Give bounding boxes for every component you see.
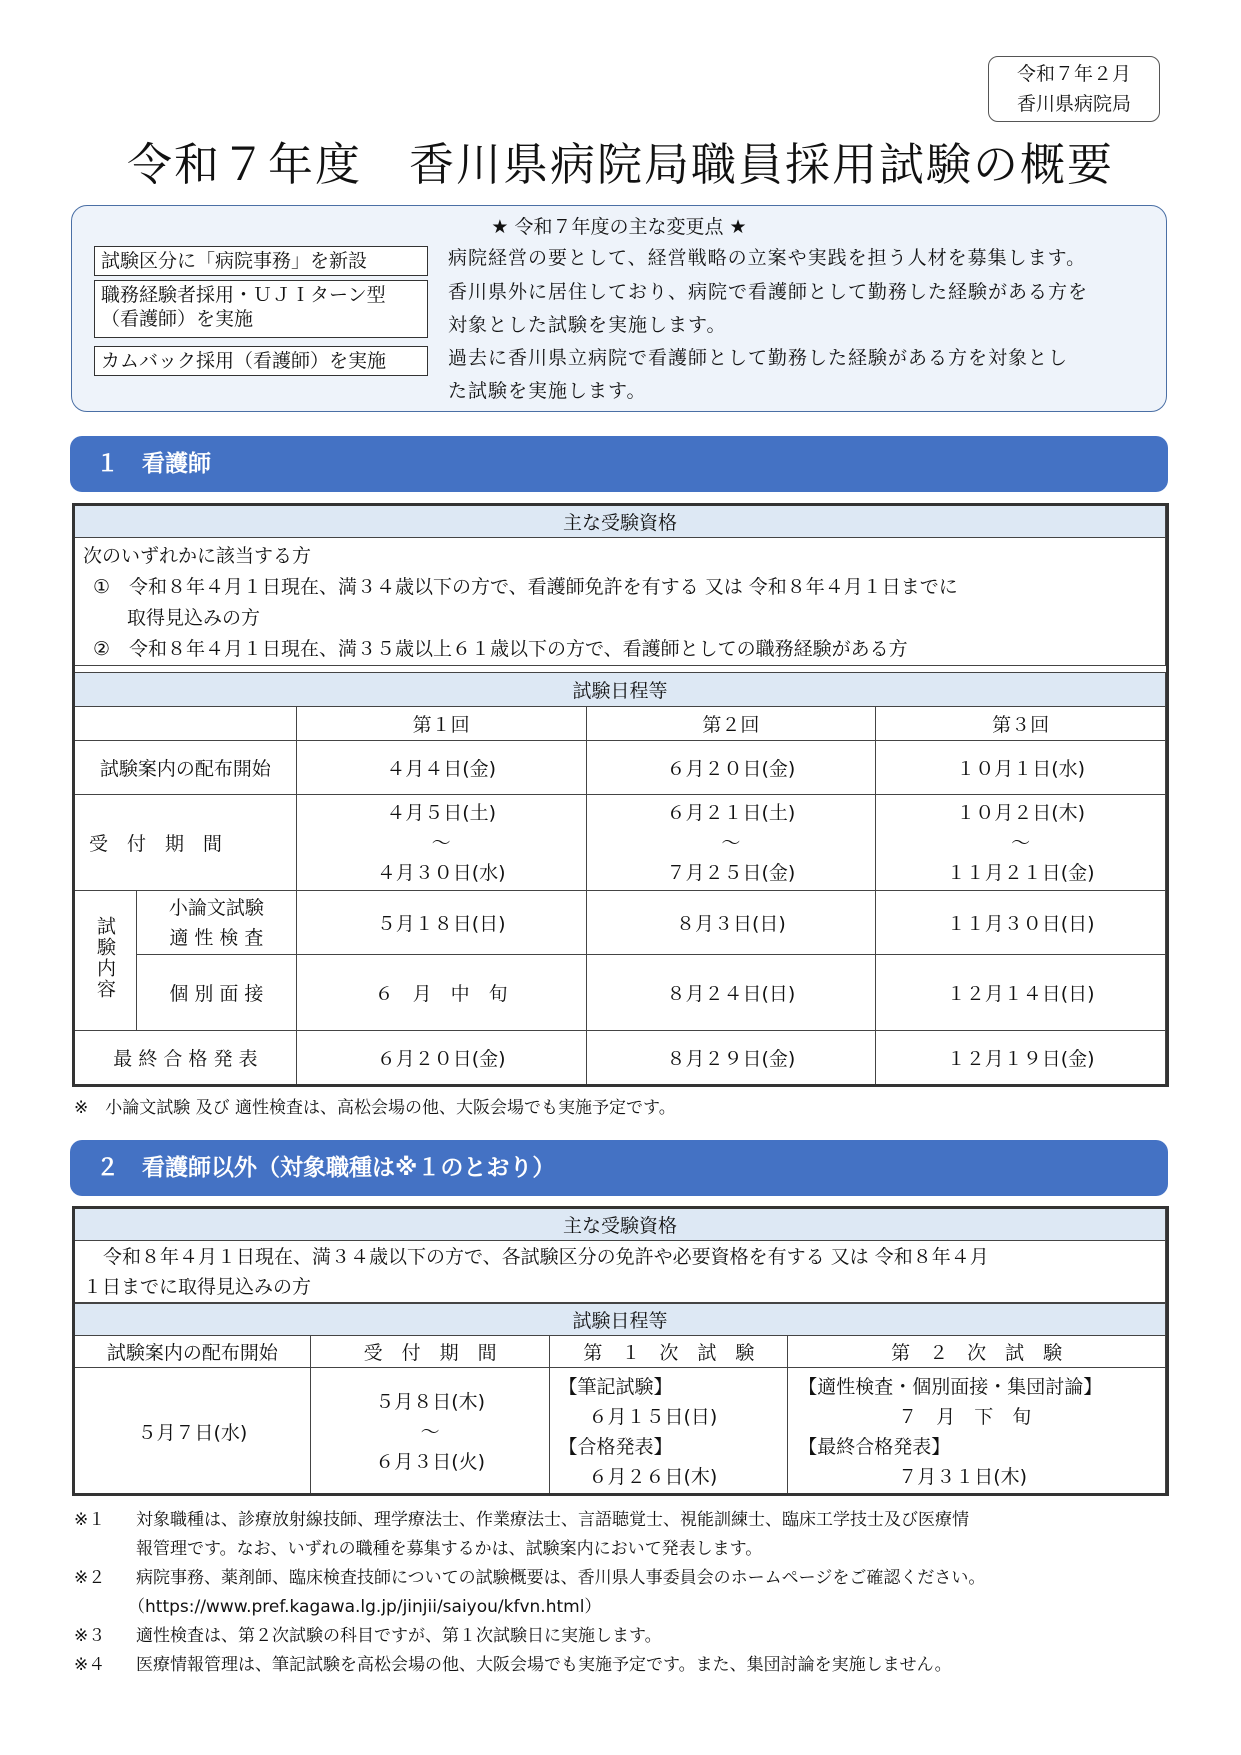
footnotes xyxy=(74,1506,1174,1680)
section1-qual-item-1-cont: 取得見込みの方 xyxy=(127,607,261,629)
section2-qual-line-2: １日までに取得見込みの方 xyxy=(83,1275,312,1298)
change-desc-1: 病院経営の要として、経営戦略の立案や実践を担う人材を募集します。 xyxy=(448,247,1087,269)
section1-qual-table xyxy=(74,505,1166,666)
interview-label: 個 別 面 接 xyxy=(136,955,296,1031)
section1-schedule-header: 試験日程等 xyxy=(75,673,1166,707)
distribution-3: １０月１日(水) xyxy=(876,741,1166,795)
interview-2: ８月２４日(日) xyxy=(586,955,876,1031)
col-distribution: 試験案内の配布開始 xyxy=(75,1336,311,1368)
section2-qual-table xyxy=(74,1208,1166,1303)
reception-1: ４月５日(土) ～ ４月３０日(水) xyxy=(296,795,586,891)
final-2: ８月２９日(金) xyxy=(586,1031,876,1085)
distribution-1: ４月４日(金) xyxy=(296,741,586,795)
section1-qual-body xyxy=(75,538,1166,666)
reception-3: １０月２日(木) ～ １１月２１日(金) xyxy=(876,795,1166,891)
round-header-blank xyxy=(75,707,297,741)
section2-title: ２ 看護師以外（対象職種は※１のとおり） xyxy=(70,1140,1168,1196)
issuer: 香川県病院局 xyxy=(1016,93,1131,115)
final-1: ６月２０日(金) xyxy=(296,1031,586,1085)
section2-schedule-header: 試験日程等 xyxy=(75,1304,1166,1336)
section1-qual-item-2: ② 令和８年４月１日現在、満３５歳以上６１歳以下の方で、看護師としての職務経験がある方 xyxy=(93,638,908,660)
section2-qual-line-1: 令和８年４月１日現在、満３４歳以下の方で、各試験区分の免許や必要資格を有する 又は 令和８年４月 xyxy=(103,1245,989,1268)
final-3: １２月１９日(金) xyxy=(876,1031,1166,1085)
section2-qual-header: 主な受験資格 xyxy=(75,1209,1166,1241)
essay-3: １１月３０日(日) xyxy=(876,891,1166,955)
change-desc-3: 過去に香川県立病院で看護師として勤務した経験がある方を対象とし た試験を実施します。 xyxy=(448,347,1069,402)
issue-date-box xyxy=(988,56,1160,122)
col-reception: 受 付 期 間 xyxy=(310,1336,550,1368)
interview-1: ６ 月 中 旬 xyxy=(296,955,586,1031)
final-label: 最 終 合 格 発 表 xyxy=(75,1031,297,1085)
change-label-2: 職務経験者採用・ＵＪＩターン型（看護師）を実施 xyxy=(94,280,428,338)
round-1: 第１回 xyxy=(296,707,586,741)
section2-schedule-table xyxy=(74,1303,1166,1496)
change-desc-2: 香川県外に居住しており、病院で看護師として勤務した経験がある方を 対象とした試験を実施します。 xyxy=(448,281,1089,336)
essay-2: ８月３日(日) xyxy=(586,891,876,955)
change-label-3: カムバック採用（看護師）を実施 xyxy=(94,346,428,376)
changes-heading: ★ 令和７年度の主な変更点 ★ xyxy=(491,216,747,238)
changes-box xyxy=(71,205,1167,412)
reception-2: ６月２１日(土) ～ ７月２５日(金) xyxy=(586,795,876,891)
distribution-label: 試験案内の配布開始 xyxy=(75,741,297,795)
page-title: 令和７年度 香川県病院局職員採用試験の概要 xyxy=(126,138,1114,191)
distribution-2: ６月２０日(金) xyxy=(586,741,876,795)
section1-qual-item-1: ① 令和８年４月１日現在、満３４歳以下の方で、看護師免許を有する 又は 令和８年４月１日までに xyxy=(93,576,958,598)
footnote-2: ※２ 病院事務、薬剤師、臨床検査技師についての試験概要は、香川県人事委員会のホームページをご確認ください。 （https://www.pref.kagawa.lg.jp/jinjii/saiyou/kfvn.html） xyxy=(74,1568,986,1617)
s2-reception: ５月８日(木) ～ ６月３日(火) xyxy=(310,1368,550,1496)
s2-first-exam: 【筆記試験】 ６月１５日(日) 【合格発表】 ６月２６日(木) xyxy=(550,1368,788,1496)
reception-label: 受 付 期 間 xyxy=(75,795,297,891)
section1-title: １ 看護師 xyxy=(70,436,1168,492)
essay-label: 小論文試験 適 性 検 査 xyxy=(136,891,296,955)
col-second-exam: 第 ２ 次 試 験 xyxy=(788,1336,1166,1368)
exam-content-group: 試験内容 xyxy=(75,891,137,1031)
round-3: 第３回 xyxy=(876,707,1166,741)
section1-qual-lead: 次のいずれかに該当する方 xyxy=(83,545,312,567)
essay-1: ５月１８日(日) xyxy=(296,891,586,955)
footnote-3: ※３ 適性検査は、第２次試験の科目ですが、第１次試験日に実施します。 xyxy=(74,1626,662,1646)
section1-schedule-table xyxy=(74,672,1166,1085)
issue-date: 令和７年２月 xyxy=(1016,63,1131,85)
interview-3: １２月１４日(日) xyxy=(876,955,1166,1031)
section2-qual-body xyxy=(75,1241,1166,1303)
section1-note: ※ 小論文試験 及び 適性検査は、高松会場の他、大阪会場でも実施予定です。 xyxy=(74,1098,676,1118)
footnote-1: ※１ 対象職種は、診療放射線技師、理学療法士、作業療法士、言語聴覚士、視能訓練士、臨床工学技士及び医療情 報管理です。なお、いずれの職種を募集するかは、試験案内において発表します。 xyxy=(74,1510,969,1559)
round-2: 第２回 xyxy=(586,707,876,741)
s2-second-exam: 【適性検査・個別面接・集団討論】 ７ 月 下 旬 【最終合格発表】 ７月３１日(木) xyxy=(788,1368,1166,1496)
footnote-4: ※４ 医療情報管理は、筆記試験を高松会場の他、大阪会場でも実施予定です。また、集団討論を実施しません。 xyxy=(74,1655,952,1675)
s2-distribution: ５月７日(水) xyxy=(75,1368,311,1496)
change-label-1: 試験区分に「病院事務」を新設 xyxy=(94,246,428,276)
col-first-exam: 第 １ 次 試 験 xyxy=(550,1336,788,1368)
section1-qual-header: 主な受験資格 xyxy=(75,506,1166,538)
